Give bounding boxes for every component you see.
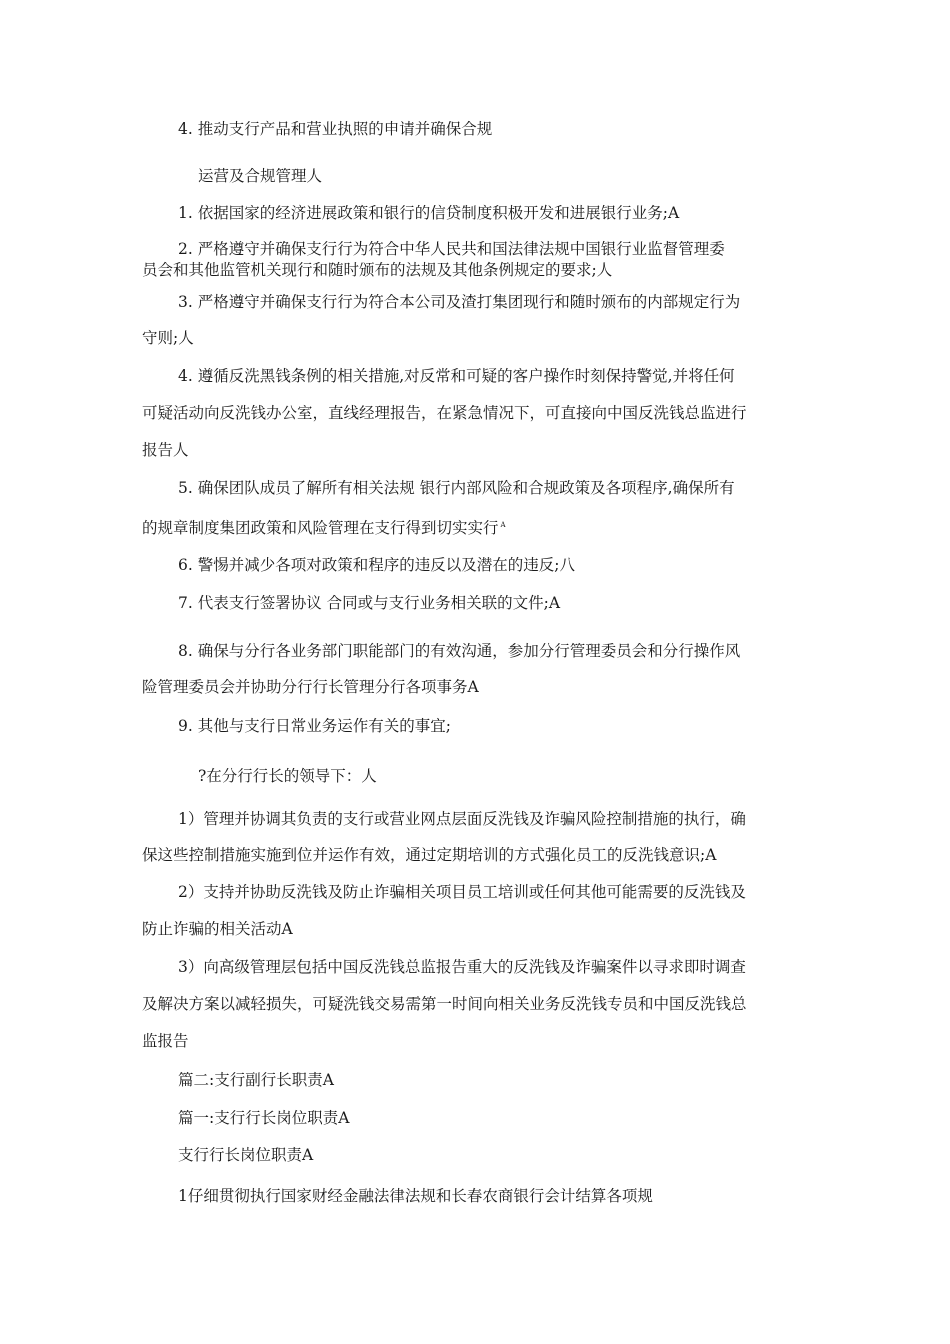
text-line-content: 保这些控制措施实施到位并运作有效，通过定期培训的方式强化员工的反洗钱意识;A (142, 846, 717, 864)
text-line (178, 1107, 850, 1129)
text-line-content: 监报告 (142, 1032, 189, 1050)
text-line-content: 1仔细贯彻执行国家财经金融法律法规和长春农商银行会计结算各项规 (178, 1187, 653, 1205)
text-line (142, 993, 814, 1015)
superscript-mark: A (500, 521, 506, 529)
text-line-content: 的规章制度集团政策和风险管理在支行得到切实实行 (142, 519, 499, 538)
text-line-content: 支行行长岗位职责A (178, 1146, 314, 1164)
text-line (142, 327, 814, 349)
text-line (178, 118, 850, 140)
text-line-content: 2）支持并协助反洗钱及防止诈骗相关项目员工培训或任何其他可能需要的反洗钱及 (178, 883, 746, 901)
text-line (178, 1144, 850, 1166)
text-line (198, 765, 870, 787)
text-line-content: 员会和其他监管机关现行和随时颁布的法规及其他条例规定的要求;人 (142, 261, 613, 279)
text-line (142, 918, 814, 940)
text-line (142, 402, 814, 424)
text-line (142, 439, 814, 461)
text-line (142, 844, 814, 866)
text-line-content: 及解决方案以减轻损失，可疑洗钱交易需第一时间向相关业务反洗钱专员和中国反洗钱总 (142, 995, 747, 1013)
text-line (178, 1069, 850, 1091)
text-line-content: 3. 严格遵守并确保支行行为符合本公司及渣打集团现行和随时颁布的内部规定行为 (178, 293, 741, 311)
text-line (178, 365, 850, 387)
text-line-content: 9. 其他与支行日常业务运作有关的事宜; (178, 717, 451, 735)
text-line-content: 4. 遵循反洗黑钱条例的相关措施,对反常和可疑的客户操作时刻保持警觉,并将任何 (178, 367, 735, 385)
text-line (178, 640, 850, 662)
text-line (178, 592, 850, 614)
text-line (178, 202, 850, 224)
text-line (142, 514, 814, 539)
text-line-content: 5. 确保团队成员了解所有相关法规 银行内部风险和合规政策及各项程序,确保所有 (178, 479, 735, 497)
text-line-content: 可疑活动向反洗钱办公室，直线经理报告，在紧急情况下，可直接向中国反洗钱总监进行 (142, 404, 747, 422)
text-line-content: 运营及合规管理人 (198, 167, 323, 185)
text-line (178, 554, 850, 576)
text-line-content: 8. 确保与分行各业务部门职能部门的有效沟通，参加分行管理委员会和分行操作风 (178, 642, 741, 660)
text-line-content: 1）管理并协调其负责的支行或营业网点层面反洗钱及诈骗风险控制措施的执行，确 (178, 810, 746, 828)
text-line (178, 715, 850, 737)
text-line-content: 4. 推动支行产品和营业执照的申请并确保合规 (178, 120, 493, 138)
text-line (198, 165, 870, 187)
text-line-content: 7. 代表支行签署协议 合同或与支行业务相关联的文件;A (178, 594, 561, 612)
text-line-content: 防止诈骗的相关活动A (142, 920, 293, 938)
text-line (178, 956, 850, 978)
text-line-content: 守则;人 (142, 329, 194, 347)
text-line (178, 808, 850, 830)
text-line (142, 1030, 814, 1052)
text-line (178, 1185, 850, 1207)
text-line (142, 259, 814, 281)
text-line-content: 篇二:支行副行长职责A (178, 1071, 334, 1089)
text-line-content: 2. 严格遵守并确保支行行为符合中华人民共和国法律法规中国银行业监督管理委 (178, 240, 725, 258)
text-line (178, 881, 850, 903)
text-line-content: 1. 依据国家的经济进展政策和银行的信贷制度积极开发和进展银行业务;A (178, 204, 680, 222)
text-line (178, 291, 850, 313)
text-line-content: 险管理委员会并协助分行行长管理分行各项事务A (142, 678, 479, 696)
text-line (178, 477, 850, 499)
text-line-content: 篇一:支行行长岗位职责A (178, 1109, 350, 1127)
text-line-content: 3）向高级管理层包括中国反洗钱总监报告重大的反洗钱及诈骗案件以寻求即时调查 (178, 958, 746, 976)
text-line (142, 676, 814, 698)
text-line-content: ?在分行行长的领导下：人 (198, 767, 377, 785)
text-line (178, 238, 850, 260)
text-line-content: 6. 警惕并减少各项对政策和程序的违反以及潜在的违反;八 (178, 556, 575, 574)
text-line-content: 报告人 (142, 441, 189, 459)
